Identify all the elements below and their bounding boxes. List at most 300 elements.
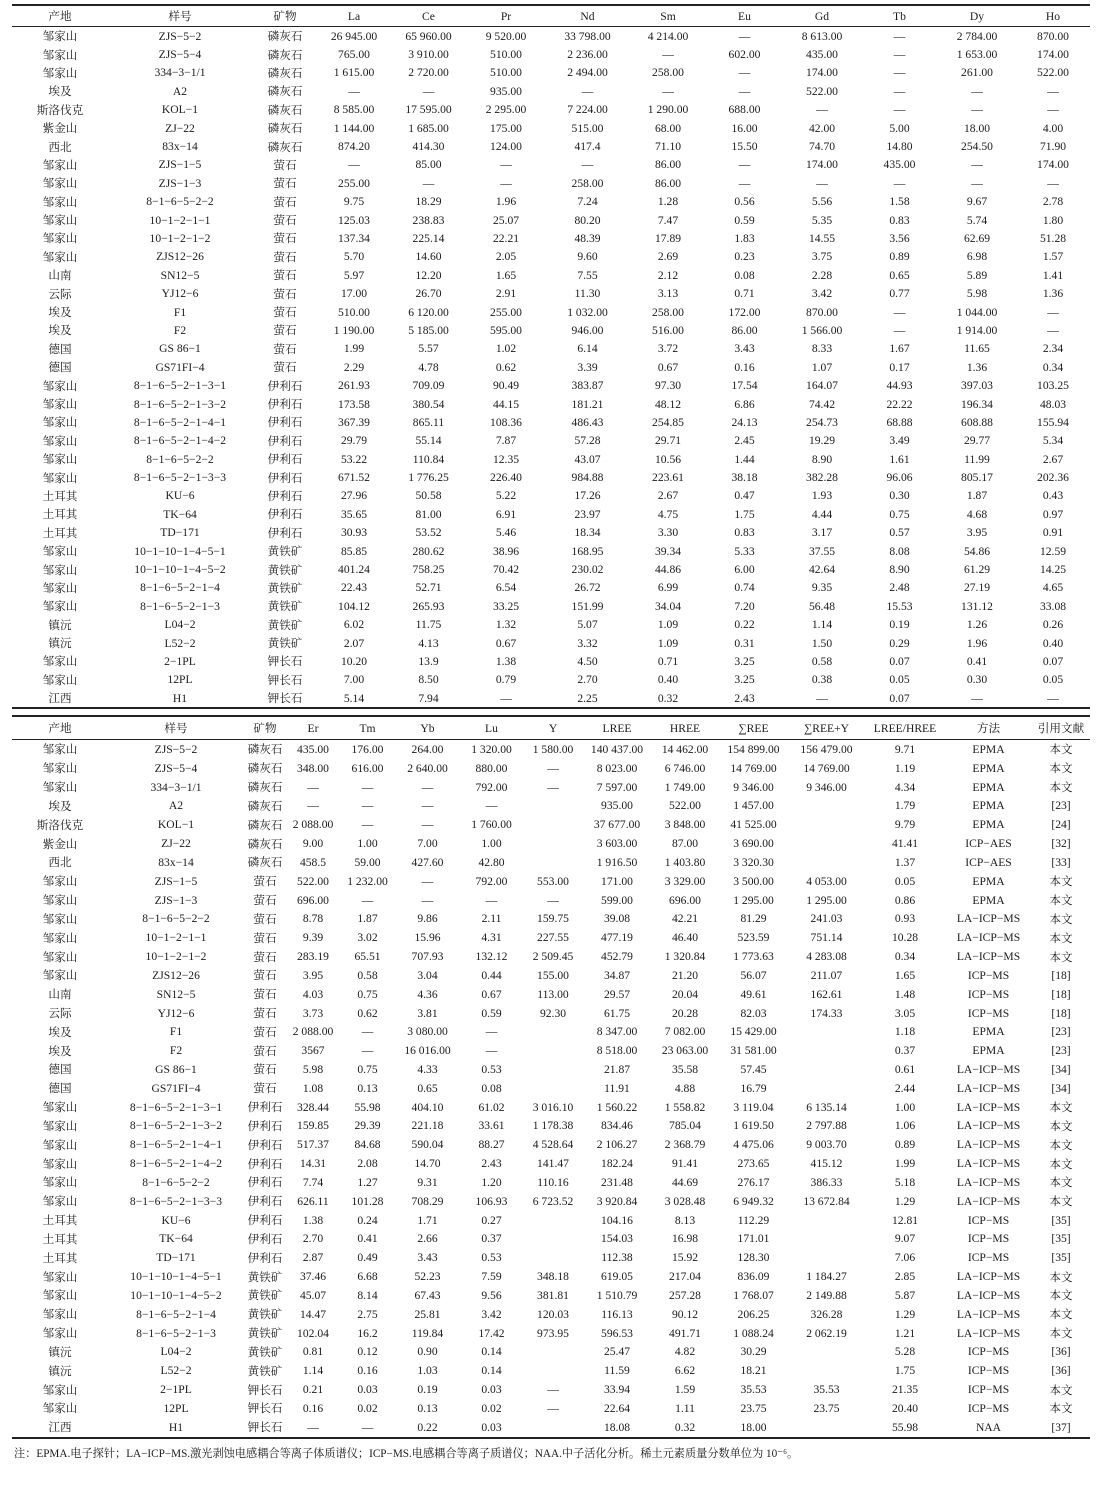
- value-cell: —: [422, 176, 435, 190]
- value-cell: 3 028.48: [664, 1194, 706, 1208]
- sample-id-cell: ZJS12−26: [152, 968, 200, 982]
- value-cell: 71.90: [1039, 140, 1067, 154]
- value-cell: [788, 834, 865, 853]
- value-cell: 15.50: [731, 140, 758, 154]
- value-cell: 29.39: [354, 1119, 381, 1133]
- origin-cell: 邹家山: [42, 673, 78, 687]
- table-row: [12, 468, 1090, 486]
- table-row: [12, 834, 1090, 853]
- value-cell: 3567: [301, 1044, 325, 1058]
- value-cell: 56.07: [740, 968, 767, 982]
- value-cell: 792.00: [475, 780, 508, 794]
- value-cell: 44.86: [654, 563, 682, 577]
- value-cell: ICP−MS: [967, 1232, 1010, 1246]
- value-cell: [23]: [1051, 1044, 1071, 1058]
- value-cell: 0.71: [657, 654, 679, 668]
- value-cell: 1 510.79: [596, 1288, 638, 1302]
- value-cell: 22.22: [886, 397, 913, 411]
- sample-id-cell: 334−3−1/1: [150, 780, 202, 794]
- value-cell: 0.16: [734, 360, 755, 374]
- value-cell: 1.02: [495, 342, 517, 356]
- table-row: [12, 1361, 1090, 1380]
- value-cell: 125.03: [338, 213, 370, 227]
- sample-id-cell: 8−1−6−5−2−1−4: [136, 1307, 216, 1321]
- value-cell: 39.34: [654, 544, 682, 558]
- sample-id-cell: GS 86−1: [159, 342, 201, 356]
- sample-id-cell: 8−1−6−5−2−2: [146, 195, 214, 209]
- value-cell: 61.29: [963, 563, 991, 577]
- value-cell: 45.07: [299, 1288, 327, 1302]
- value-cell: 0.30: [966, 673, 988, 687]
- value-cell: 10.28: [891, 931, 919, 945]
- value-cell: 0.02: [357, 1401, 378, 1415]
- value-cell: 0.30: [889, 489, 910, 503]
- sample-id-cell: YJ12−6: [161, 287, 199, 301]
- value-cell: 0.67: [657, 360, 679, 374]
- sample-id-cell: 8−1−6−5−2−1−4−1: [129, 1138, 223, 1152]
- value-cell: 0.91: [1042, 526, 1064, 540]
- value-cell: 0.43: [1042, 489, 1064, 503]
- value-cell: 3 329.00: [664, 874, 706, 888]
- value-cell: 174.00: [806, 66, 838, 80]
- value-cell: 380.54: [412, 397, 445, 411]
- value-cell: 68.88: [886, 415, 913, 429]
- value-cell: [523, 796, 583, 815]
- column-header: Sm: [630, 5, 706, 27]
- value-cell: 0.32: [657, 691, 679, 705]
- value-cell: 510.00: [338, 305, 370, 319]
- value-cell: 5.56: [811, 195, 833, 209]
- value-cell: 3 848.00: [664, 818, 706, 832]
- column-header: 样号: [108, 716, 244, 740]
- value-cell: 3 500.00: [733, 874, 774, 888]
- value-cell: 5.28: [894, 1345, 916, 1359]
- value-cell: —: [738, 29, 751, 43]
- value-cell: —: [485, 1025, 498, 1039]
- value-cell: 7.47: [657, 213, 679, 227]
- value-cell: [788, 1248, 865, 1267]
- mineral-cell: 黄铁矿: [247, 1289, 283, 1303]
- value-cell: [523, 1041, 583, 1060]
- value-cell: —: [971, 158, 983, 172]
- sample-id-cell: 2−1PL: [164, 654, 196, 668]
- value-cell: 1.36: [1042, 287, 1064, 301]
- value-cell: 35.53: [813, 1383, 840, 1397]
- value-cell: 1 776.25: [408, 471, 449, 485]
- value-cell: 3.43: [734, 342, 755, 356]
- value-cell: 96.06: [886, 471, 913, 485]
- value-cell: 265.93: [412, 599, 445, 613]
- table-row: [12, 45, 1090, 63]
- value-cell: 35.58: [671, 1062, 699, 1076]
- value-cell: 29.77: [963, 434, 991, 448]
- value-cell: 2.43: [734, 691, 755, 705]
- value-cell: [523, 1230, 583, 1249]
- column-header: Lu: [460, 716, 523, 740]
- value-cell: 0.41: [966, 654, 988, 668]
- value-cell: 128.30: [737, 1251, 770, 1265]
- value-cell: 0.17: [889, 360, 910, 374]
- value-cell: 2.28: [811, 268, 833, 282]
- origin-cell: 邹家山: [42, 762, 78, 776]
- value-cell: LA−ICP−MS: [956, 1326, 1021, 1340]
- value-cell: 383.87: [571, 379, 604, 393]
- value-cell: 4.34: [894, 780, 916, 794]
- value-cell: 1 178.38: [532, 1119, 574, 1133]
- value-cell: 14.25: [1039, 563, 1067, 577]
- origin-cell: 埃及: [48, 1044, 72, 1058]
- origin-cell: 西北: [48, 856, 72, 870]
- origin-cell: 邹家山: [42, 177, 78, 191]
- value-cell: 458.5: [299, 855, 327, 869]
- value-cell: 119.84: [411, 1326, 444, 1340]
- value-cell: —: [971, 103, 983, 117]
- value-cell: 0.05: [1042, 673, 1064, 687]
- value-cell: 8.13: [674, 1213, 696, 1227]
- sample-id-cell: YJ12−6: [157, 1006, 195, 1020]
- value-cell: 1.00: [894, 1100, 916, 1114]
- table-row: [12, 759, 1090, 778]
- value-cell: 4.44: [811, 507, 833, 521]
- value-cell: —: [816, 176, 828, 190]
- origin-cell: 斯洛伐克: [36, 818, 84, 832]
- value-cell: 0.40: [1042, 636, 1064, 650]
- origin-cell: 土耳其: [42, 1232, 78, 1246]
- table-row: [12, 487, 1090, 505]
- table-row: [12, 796, 1090, 815]
- mineral-cell: 钾长石: [267, 692, 303, 706]
- value-cell: 14.55: [808, 231, 836, 245]
- value-cell: 61.75: [603, 1006, 631, 1020]
- value-cell: 751.14: [810, 931, 843, 945]
- value-cell: 1 320.00: [471, 742, 512, 756]
- value-cell: 159.75: [537, 912, 569, 926]
- value-cell: 0.12: [357, 1345, 378, 1359]
- value-cell: 9.35: [811, 581, 833, 595]
- sample-id-cell: A2: [168, 799, 184, 813]
- value-cell: —: [1047, 176, 1059, 190]
- value-cell: 本文: [1049, 1157, 1073, 1171]
- origin-cell: 邹家山: [42, 875, 78, 889]
- mineral-cell: 伊利石: [267, 526, 303, 540]
- sample-id-cell: 10−1−10−1−4−5−1: [130, 1270, 222, 1284]
- value-cell: 2 368.79: [664, 1138, 706, 1152]
- value-cell: 0.56: [734, 195, 755, 209]
- column-header: Er: [286, 716, 340, 740]
- value-cell: 2.44: [894, 1081, 916, 1095]
- value-cell: —: [662, 84, 674, 98]
- value-cell: 11.65: [964, 342, 990, 356]
- value-cell: 57.45: [740, 1062, 767, 1076]
- value-cell: 6.54: [495, 581, 517, 595]
- value-cell: ICP−MS: [967, 1251, 1010, 1265]
- value-cell: 3.81: [417, 1006, 438, 1020]
- value-cell: —: [971, 84, 983, 98]
- value-cell: 805.17: [961, 471, 993, 485]
- value-cell: 14.70: [414, 1157, 441, 1171]
- value-cell: 12.81: [891, 1213, 919, 1227]
- value-cell: 1.61: [889, 452, 910, 466]
- value-cell: 37 677.00: [593, 818, 641, 832]
- value-cell: [523, 1211, 583, 1230]
- mineral-cell: 萤石: [273, 306, 297, 320]
- sample-id-cell: 8−1−6−5−2−1−3−1: [133, 379, 227, 393]
- value-cell: 8 023.00: [596, 761, 638, 775]
- value-cell: 8.08: [889, 544, 910, 558]
- sample-id-cell: F2: [173, 323, 187, 337]
- value-cell: 1.09: [657, 636, 679, 650]
- value-cell: 1.14: [302, 1364, 324, 1378]
- table-row: [12, 450, 1090, 468]
- value-cell: 1 685.00: [408, 121, 449, 135]
- value-cell: 707.93: [411, 950, 444, 964]
- value-cell: 14.47: [299, 1307, 327, 1321]
- value-cell: 1 232.00: [347, 874, 388, 888]
- value-cell: 367.39: [338, 415, 370, 429]
- mineral-cell: 磷灰石: [267, 122, 303, 136]
- value-cell: —: [893, 103, 906, 117]
- origin-cell: 土耳其: [42, 489, 78, 503]
- column-header: 矿物: [252, 5, 318, 27]
- sample-id-cell: L04−2: [160, 1345, 192, 1359]
- origin-cell: 西北: [48, 140, 72, 154]
- value-cell: 0.58: [811, 654, 833, 668]
- value-cell: 935.00: [601, 799, 633, 813]
- value-cell: 86.00: [731, 323, 758, 337]
- value-cell: 2.87: [302, 1251, 324, 1265]
- value-cell: 104.16: [601, 1213, 633, 1227]
- value-cell: 3 690.00: [733, 837, 774, 851]
- value-cell: 1.08: [302, 1081, 324, 1095]
- origin-cell: 邹家山: [42, 1119, 78, 1133]
- value-cell: 8 613.00: [801, 29, 843, 43]
- value-cell: 382.28: [806, 471, 838, 485]
- value-cell: 8.90: [889, 563, 910, 577]
- value-cell: 90.49: [492, 379, 520, 393]
- value-cell: 8.78: [302, 912, 324, 926]
- value-cell: 155.00: [537, 968, 569, 982]
- value-cell: 14 769.00: [803, 761, 850, 775]
- origin-cell: 土耳其: [42, 508, 78, 522]
- value-cell: 1.21: [894, 1326, 916, 1340]
- value-cell: 0.16: [357, 1364, 378, 1378]
- mineral-cell: 磷灰石: [247, 818, 283, 832]
- value-cell: 9 346.00: [733, 780, 774, 794]
- value-cell: ICP−MS: [967, 1383, 1010, 1397]
- value-cell: 0.13: [417, 1401, 438, 1415]
- value-cell: 20.40: [891, 1401, 919, 1415]
- value-cell: [788, 1211, 865, 1230]
- sample-id-cell: ZJS−5−2: [158, 29, 202, 43]
- value-cell: 2.25: [577, 691, 598, 705]
- value-cell: 13.9: [418, 654, 439, 668]
- sample-id-cell: L52−2: [160, 1364, 192, 1378]
- sample-id-cell: 8−1−6−5−2−1−3−2: [129, 1119, 223, 1133]
- value-cell: 本文: [1049, 1308, 1073, 1322]
- value-cell: 15.96: [414, 931, 441, 945]
- value-cell: 2.69: [657, 250, 679, 264]
- value-cell: 5.00: [889, 121, 910, 135]
- value-cell: 254.73: [806, 415, 838, 429]
- table-row: [12, 1060, 1090, 1079]
- value-cell: 74.42: [808, 397, 836, 411]
- value-cell: 1 653.00: [956, 48, 998, 62]
- value-cell: 1 295.00: [806, 893, 847, 907]
- sample-id-cell: 8−1−6−5−2−1−3−3: [133, 471, 227, 485]
- value-cell: 33 798.00: [564, 29, 611, 43]
- value-cell: 435.00: [806, 48, 838, 62]
- origin-cell: 邹家山: [42, 1308, 78, 1322]
- value-cell: 1.37: [894, 855, 916, 869]
- value-cell: 2.78: [1042, 195, 1064, 209]
- value-cell: 1.11: [675, 1401, 695, 1415]
- value-cell: [523, 1343, 583, 1362]
- value-cell: 3.30: [657, 526, 679, 540]
- table-row: [12, 376, 1090, 394]
- mineral-cell: 钾长石: [267, 655, 303, 669]
- value-cell: 696.00: [669, 893, 701, 907]
- value-cell: 5.14: [343, 691, 365, 705]
- value-cell: 0.89: [889, 250, 910, 264]
- value-cell: 182.24: [601, 1157, 633, 1171]
- value-cell: 261.93: [338, 379, 370, 393]
- value-cell: 174.00: [1037, 48, 1069, 62]
- value-cell: —: [1047, 691, 1059, 705]
- value-cell: —: [485, 799, 498, 813]
- value-cell: 231.48: [601, 1175, 633, 1189]
- value-cell: 1.96: [495, 195, 517, 209]
- value-cell: —: [361, 1420, 374, 1434]
- origin-cell: 紫金山: [42, 837, 78, 851]
- value-cell: 0.47: [734, 489, 755, 503]
- sample-id-cell: 12PL: [163, 1401, 189, 1415]
- value-cell: 17.89: [654, 231, 682, 245]
- value-cell: 0.03: [481, 1420, 502, 1434]
- table-row: [12, 174, 1090, 192]
- value-cell: 14.60: [415, 250, 442, 264]
- value-cell: —: [1047, 84, 1059, 98]
- column-header: LREE: [583, 716, 651, 740]
- value-cell: 1.99: [343, 342, 365, 356]
- value-cell: 708.29: [411, 1194, 444, 1208]
- value-cell: EPMA: [972, 874, 1005, 888]
- origin-cell: 邹家山: [42, 600, 78, 614]
- value-cell: 11.75: [415, 618, 442, 632]
- origin-cell: 埃及: [48, 1025, 72, 1039]
- value-cell: 22.64: [603, 1401, 631, 1415]
- value-cell: 1.38: [302, 1213, 324, 1227]
- value-cell: —: [421, 780, 434, 794]
- value-cell: 20.04: [671, 987, 699, 1001]
- value-cell: —: [307, 799, 319, 813]
- sample-id-cell: 334−3−1/1: [154, 66, 206, 80]
- value-cell: [34]: [1051, 1062, 1071, 1076]
- value-cell: 151.99: [571, 599, 604, 613]
- value-cell: 25.81: [414, 1307, 441, 1321]
- value-cell: 1.93: [811, 489, 833, 503]
- value-cell: 5.74: [966, 213, 988, 227]
- value-cell: 33.25: [492, 599, 520, 613]
- origin-cell: 邹家山: [42, 379, 78, 393]
- value-cell: 1.59: [674, 1383, 696, 1397]
- value-cell: 11.30: [574, 287, 601, 301]
- value-cell: 16.2: [357, 1326, 378, 1340]
- origin-cell: 斯洛伐克: [36, 103, 84, 117]
- value-cell: 348.18: [537, 1270, 569, 1284]
- mineral-cell: 萤石: [253, 1044, 277, 1058]
- value-cell: 49.61: [740, 987, 767, 1001]
- origin-cell: 邹家山: [42, 581, 78, 595]
- value-cell: 18.29: [415, 195, 442, 209]
- value-cell: —: [348, 84, 360, 98]
- table-row: [12, 966, 1090, 985]
- value-cell: 0.86: [894, 893, 916, 907]
- value-cell: 202.36: [1037, 471, 1069, 485]
- value-cell: 120.03: [537, 1307, 569, 1321]
- value-cell: 0.75: [357, 1062, 378, 1076]
- mineral-cell: 伊利石: [247, 1176, 283, 1190]
- sample-id-cell: 8−1−6−5−2−1−4−1: [133, 415, 227, 429]
- origin-cell: 紫金山: [42, 122, 78, 136]
- sample-id-cell: 8−1−6−5−2−2: [142, 1175, 210, 1189]
- value-cell: 44.69: [671, 1175, 699, 1189]
- value-cell: 283.19: [297, 950, 329, 964]
- value-cell: 1.87: [357, 912, 378, 926]
- value-cell: 86.00: [654, 176, 682, 190]
- origin-cell: 德国: [48, 361, 72, 375]
- origin-cell: 邹家山: [42, 545, 78, 559]
- value-cell: 0.26: [1042, 618, 1064, 632]
- table-row: [12, 432, 1090, 450]
- value-cell: —: [500, 691, 512, 705]
- value-cell: 0.71: [734, 287, 755, 301]
- value-cell: 596.53: [601, 1326, 633, 1340]
- value-cell: 1 403.80: [664, 855, 706, 869]
- mineral-cell: 萤石: [273, 361, 297, 375]
- mineral-cell: 萤石: [273, 214, 297, 228]
- sample-id-cell: 10−1−10−1−4−5−2: [130, 1288, 222, 1302]
- value-cell: 984.88: [571, 471, 604, 485]
- value-cell: LA−ICP−MS: [956, 931, 1021, 945]
- value-cell: 0.34: [894, 950, 916, 964]
- value-cell: LA−ICP−MS: [956, 1100, 1021, 1114]
- value-cell: 7 597.00: [596, 780, 638, 794]
- value-cell: 53.22: [340, 452, 368, 466]
- value-cell: [788, 1022, 865, 1041]
- value-cell: —: [547, 893, 559, 907]
- sample-id-cell: 8−1−6−5−2−2: [142, 912, 210, 926]
- table-header-row: [12, 716, 1090, 740]
- value-cell: 本文: [1049, 1119, 1073, 1133]
- value-cell: 17.54: [731, 379, 758, 393]
- value-cell: 0.65: [417, 1081, 438, 1095]
- value-cell: 本文: [1049, 894, 1073, 908]
- value-cell: 6.68: [357, 1270, 378, 1284]
- value-cell: 2.45: [734, 434, 755, 448]
- value-cell: 124.00: [490, 140, 522, 154]
- value-cell: 44.93: [886, 379, 913, 393]
- value-cell: 230.02: [571, 563, 604, 577]
- value-cell: 61.02: [478, 1100, 505, 1114]
- origin-cell: 邹家山: [42, 1138, 78, 1152]
- value-cell: —: [361, 893, 374, 907]
- value-cell: 171.00: [601, 874, 633, 888]
- value-cell: 33.61: [478, 1119, 505, 1133]
- value-cell: 1.75: [894, 1364, 916, 1378]
- value-cell: —: [893, 323, 906, 337]
- sample-id-cell: GS 86−1: [155, 1062, 197, 1076]
- table-row: [12, 1079, 1090, 1098]
